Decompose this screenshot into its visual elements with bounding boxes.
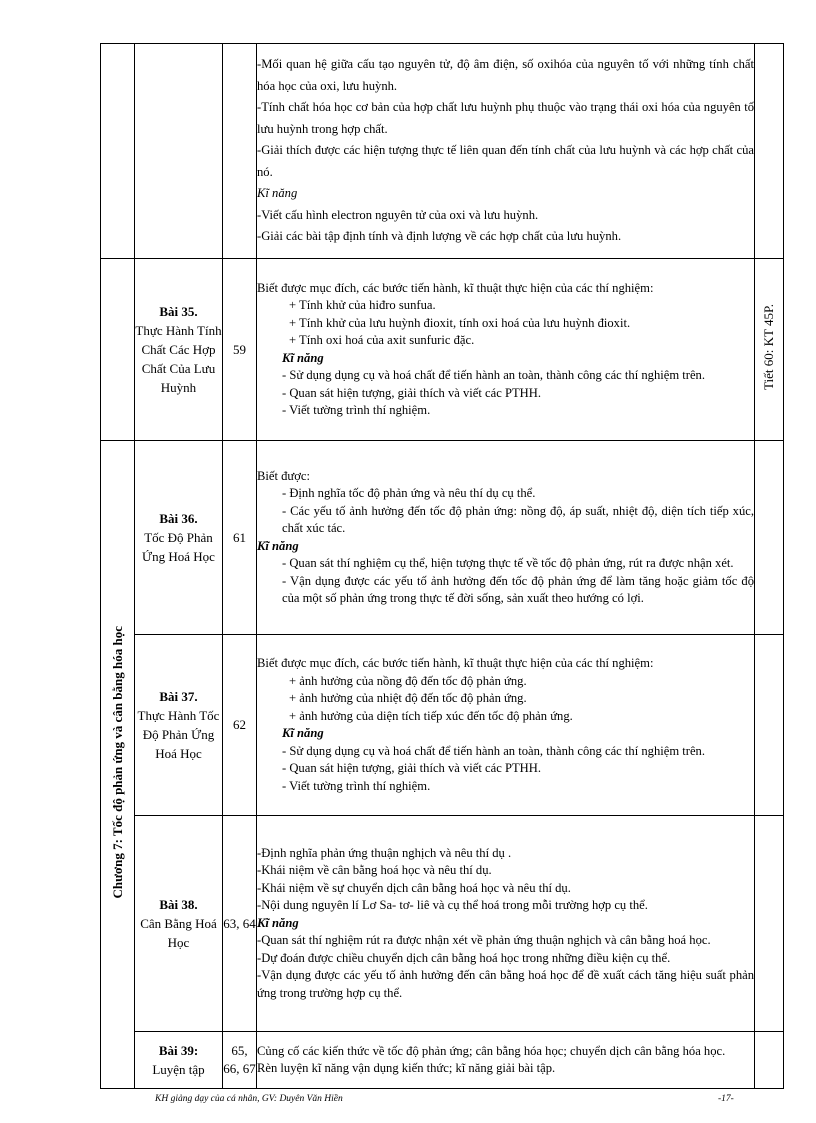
table-row [101, 44, 784, 259]
objectives-cell [257, 816, 755, 1032]
objective-line: Củng cố các kiến thức về tốc độ phản ứng; cân bằng hóa học; chuyển dịch cân bằng hóa học. [257, 1043, 726, 1058]
objective-line: -Giải các bài tập định tính và định lượng về các hợp chất của lưu huỳnh. [257, 229, 622, 244]
lesson-number: Bài 39: [158, 1043, 199, 1058]
objectives-cell [257, 635, 755, 816]
objective-line: -Quan sát thí nghiệm rút ra được nhận xét về phản ứng thuận nghịch và cân bằng hoá học. [257, 933, 711, 948]
note-cell [755, 635, 784, 816]
lesson-title: Luyện tập [152, 1062, 205, 1077]
skills-heading: Kĩ năng [282, 350, 324, 365]
objective-line: -Tính chất hóa học cơ bản của hợp chất lưu huỳnh phụ thuộc vào trạng thái oxi hóa của nguyên tố lưu huỳnh trong hợp chất. [257, 100, 754, 136]
objective-line: - Định nghĩa tốc độ phản ứng và nêu thí dụ cụ thể. [282, 486, 536, 500]
objective-line: - Viết tường trình thí nghiệm. [282, 778, 431, 793]
objective-line: - Vận dụng được các yếu tố ảnh hưởng đến tốc độ phản ứng để làm tăng hoặc giảm tốc độ của một số phản ứng trong thực tế đời sống, sản xuất theo hướng có lợi. [282, 573, 754, 605]
table-row [101, 635, 784, 816]
footer-author: KH giảng dạy của cá nhân, GV: Duyên Văn Hiền [155, 1094, 343, 1104]
objective-line: + ảnh hưởng của nhiệt độ đến tốc độ phản ứng. [289, 691, 527, 705]
lesson-title: Cân Bằng Hoá Học [140, 916, 217, 950]
page-number: -17- [718, 1094, 734, 1104]
objective-line: - Quan sát thí nghiệm cụ thể, hiện tượng thực tế về tốc độ phản ứng, rút ra được nhận xét. [282, 556, 734, 570]
objectives-cell [257, 441, 755, 635]
objective-line: Biết được mục đích, các bước tiến hành, kĩ thuật thực hiện của các thí nghiệm: [257, 280, 654, 295]
objective-line: + Tính oxi hoá của axit sunfuric đặc. [289, 333, 475, 347]
objective-line: -Dự đoán được chiều chuyển dịch cân bằng hoá học trong những điều kiện cụ thể. [257, 950, 671, 965]
skills-heading: Kĩ năng [257, 915, 299, 930]
objective-line: + Tính khử của hiđro sunfua. [289, 298, 436, 312]
objective-line: Biết được mục đích, các bước tiến hành, kĩ thuật thực hiện của các thí nghiệm: [257, 656, 654, 670]
lesson-title: Thực Hành Tốc Độ Phản Ứng Hoá Học [137, 708, 220, 761]
objectives-cell [257, 1032, 755, 1089]
objective-line: + Tính khử của lưu huỳnh đioxit, tính oxi hoá của lưu huỳnh đioxit. [289, 315, 631, 330]
chapter-cell-prev [101, 259, 135, 441]
objective-line: -Giải thích được các hiện tượng thực tế liên quan đến tính chất của lưu huỳnh và các hợp chất của nó. [257, 143, 754, 179]
periods-cell: 61 [223, 441, 257, 635]
lesson-number: Bài 35. [159, 304, 198, 319]
objective-line: -Khái niệm về cân bằng hoá học và nêu thí dụ. [257, 863, 492, 878]
lesson-cell [135, 635, 223, 816]
objective-line: -Định nghĩa phản ứng thuận nghịch và nêu thí dụ . [257, 845, 512, 860]
table-row [101, 1032, 784, 1089]
table-row [101, 816, 784, 1032]
objective-line: - Viết tường trình thí nghiệm. [282, 403, 431, 417]
objectives-cell [257, 44, 755, 259]
chapter-title: Chương 7: Tốc độ phản ứng và cân bằng hóa học [109, 625, 125, 899]
lesson-title: Tốc Độ Phản Ứng Hoá Học [142, 530, 215, 564]
chapter-cell [101, 441, 135, 1089]
note-cell [755, 1032, 784, 1089]
lesson-cell [135, 1032, 223, 1089]
lesson-cell [135, 44, 223, 259]
objectives-cell [257, 259, 755, 441]
objective-line: - Các yếu tố ảnh hưởng đến tốc độ phản ứng: nồng độ, áp suất, nhiệt độ, diện tích tiếp xúc, chất xúc tác. [282, 503, 754, 535]
objective-line: - Sử dụng dụng cụ và hoá chất để tiến hành an toàn, thành công các thí nghiệm trên. [282, 368, 705, 382]
objective-line: -Vận dụng được các yếu tố ảnh hưởng đến cân bằng hoá học để đề xuất cách tăng hiệu suất phản ứng trong trường hợp cụ thể. [257, 968, 754, 1000]
objective-line: -Viết cấu hình electron nguyên tử của oxi và lưu huỳnh. [257, 207, 539, 222]
note-cell [755, 44, 784, 259]
lesson-cell [135, 441, 223, 635]
note-cell [755, 816, 784, 1032]
periods-cell: 62 [223, 635, 257, 816]
note-cell [755, 441, 784, 635]
periods-cell: 59 [223, 259, 257, 441]
lesson-number: Bài 36. [159, 511, 198, 526]
objective-line: -Mối quan hệ giữa cấu tạo nguyên tử, độ âm điện, số oxihóa của nguyên tố với những tính chất hóa học của oxi, lưu huỳnh. [257, 57, 754, 93]
objective-line: + ảnh hưởng của nồng độ đến tốc độ phản ứng. [289, 673, 527, 688]
objective-line: - Sử dụng dụng cụ và hoá chất để tiến hành an toàn, thành công các thí nghiệm trên. [282, 743, 705, 758]
objective-line: -Khái niệm về sự chuyển dịch cân bằng hoá học và nêu thí dụ. [257, 880, 571, 895]
lesson-number: Bài 37. [159, 689, 198, 704]
chapter-cell-prev [101, 44, 135, 259]
objective-line: -Nội dung nguyên lí Lơ Sa- tơ- liê và cụ thể hoá trong mỗi trường hợp cụ thể. [257, 898, 648, 913]
teaching-plan-table [100, 43, 784, 1089]
skills-heading: Kĩ năng [257, 186, 298, 201]
skills-heading: Kĩ năng [257, 538, 299, 553]
objective-line: Rèn luyện kĩ năng vận dụng kiến thức; kĩ năng giải bài tập. [257, 1061, 556, 1075]
lesson-cell [135, 259, 223, 441]
objective-line: + ảnh hưởng của diện tích tiếp xúc đến tốc độ phản ứng. [289, 708, 573, 723]
test-note: Tiết 60: KT 45P. [761, 304, 776, 390]
objective-line: - Quan sát hiện tượng, giải thích và viết các PTHH. [282, 385, 541, 400]
periods-cell [223, 44, 257, 259]
lesson-cell [135, 816, 223, 1032]
table-row [101, 259, 784, 441]
lesson-number: Bài 38. [159, 897, 198, 912]
objective-line: Biết được: [257, 468, 311, 483]
periods-cell: 65, 66, 67 [223, 1032, 257, 1089]
table-row [101, 441, 784, 635]
periods-cell: 63, 64 [223, 816, 257, 1032]
lesson-title: Thực Hành Tính Chất Các Hợp Chất Của Lưu Huỳnh [135, 323, 222, 395]
objective-line: - Quan sát hiện tượng, giải thích và viết các PTHH. [282, 761, 541, 775]
skills-heading: Kĩ năng [282, 726, 324, 740]
note-cell [755, 259, 784, 441]
